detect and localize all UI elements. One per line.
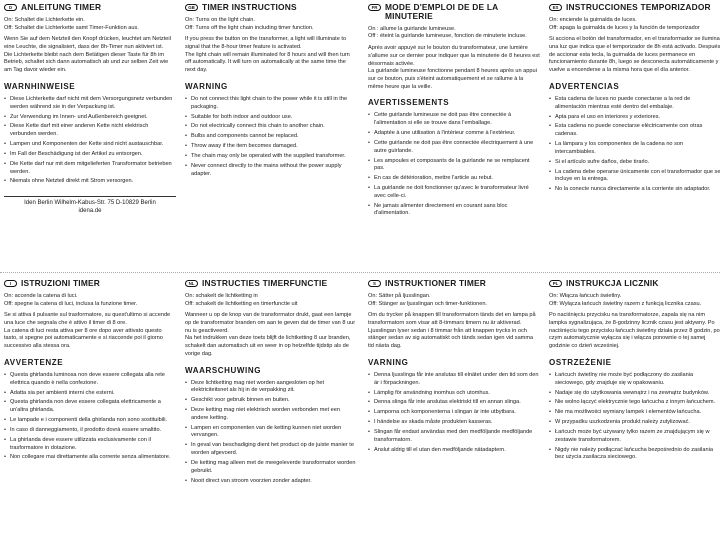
warning-item: • W przypadku uszkodzenia produkt należy zutylizować. <box>549 419 720 427</box>
column-fr <box>368 3 540 220</box>
warning-item: • Si el artículo sufre daños, debe tirarlo. <box>549 159 720 167</box>
column-pl <box>549 279 720 464</box>
instruction-paragraph: If you press the button on the transformer, a light will illuminate to signal that the 8-hour timer feature is activated. The light chain will remain illuminated for 8 hours and will then turn off automatically. It will turn on automatically at the same time the next day. <box>185 36 350 74</box>
warning-list <box>368 112 540 218</box>
instruction-paragraph: On: schakelt de lichtketting in Off: schakelt de lichtketting en timerfunctie uit <box>185 292 298 307</box>
warning-item: • Suitable for both indoor and outdoor use. <box>185 114 357 122</box>
section-header <box>368 279 540 288</box>
warning-item: • Slingan får endast användas med den medföljande medföljande transformatorn. <box>368 429 540 444</box>
section-title: INSTRUKCJA LICZNIK <box>566 278 659 288</box>
column-it <box>4 279 176 464</box>
section-title: ISTRUZIONI TIMER <box>21 278 101 288</box>
language-badge: I <box>4 280 17 287</box>
language-badge: D <box>4 4 17 11</box>
warning-item: • Lämplig för användning inomhus och utomhus. <box>368 390 540 398</box>
warning-heading: OSTRZEŻENIE <box>549 357 612 367</box>
warning-list <box>4 96 176 186</box>
section-header <box>4 3 176 12</box>
instruction-paragraph: On : allume la guirlande lumineuse. Off : éteint la guirlande lumineuse, fonction de minuterie incluse. <box>368 25 527 40</box>
warning-item: • Zur Verwendung im Innen- und Außenbereich geeignet. <box>4 114 176 122</box>
warning-item: • Diese Kette darf mit einer anderen Kette nicht elektrisch verbunden werden. <box>4 123 176 138</box>
warning-item: • Deze ketting mag niet elektrisch worden verbonden met een andere ketting. <box>185 407 357 422</box>
warning-item: • I händelse av skada måste produkten kasseras. <box>368 419 540 427</box>
instruction-paragraph: Wenn Sie auf dem Netzteil den Knopf drücken, leuchtet am Netzteil eine Leuchte, die signalisiert, dass der 8h-Timer nun aktiviert ist. Die Lichterkette bleibt nach dem Betätigen dieser Taste für 8h im Betrieb, schaltet sich dann automatisch ab und zur selben Zeit wie am Tag davor wieder ein. <box>4 36 171 74</box>
warning-item: • Nigdy nie należy podłączać łańcucha bezpośrednio do zasilania bez użycia zasilacza sieciowego. <box>549 447 720 462</box>
section-header <box>549 279 720 288</box>
language-badge: GB <box>185 4 198 11</box>
section-title: TIMER INSTRUCTIONS <box>202 2 297 12</box>
warning-item: • Adaptée à une utilisation à l'intérieur comme à l'extérieur. <box>368 130 540 138</box>
warning-item: • In caso di danneggiamento, il prodotto dovrà essere smaltito. <box>4 427 176 435</box>
warning-item: • Les ampoules et composants de la guirlande ne se remplacent pas. <box>368 158 540 173</box>
company-address: Iden Berlin Wilhelm-Kabus-Str. 75 D-10829 Berlin idena.de <box>4 196 176 216</box>
instruction-paragraph: Se si attiva il pulsante sul trasformatore, su quest'ultimo si accende una luce che segnala che è attivo il timer di 8 ore. La catena di luci resta attiva per 8 ore dopo aver attivato questo tasto, si spegne poi automaticamente e si riaccende poi il giorno successivo alla stessa ora. <box>4 312 171 350</box>
warning-item: • No la conecte nunca directamente a la corriente sin adaptador. <box>549 186 720 194</box>
fold-divider <box>0 272 720 273</box>
warning-item: • The chain may only be operated with the supplied transformer. <box>185 153 357 161</box>
section-title: INSTRUKTIONER TIMER <box>385 278 487 288</box>
section-title: MODE D'EMPLOI DE DE LA MINUTERIE <box>385 2 499 21</box>
instruction-paragraph: On: enciende la guirnalda de luces. Off: apaga la guirnalda de luces y la función de temporizador <box>549 16 700 31</box>
warning-item: • Esta cadena no puede conectarse eléctricamente con otras cadenas. <box>549 123 720 138</box>
warning-item: • Deze lichtketting mag niet worden aangesloten op het elektriciteitsnet als hij in de verpakking zit. <box>185 380 357 395</box>
language-badge: S <box>368 280 381 287</box>
warning-item: • Cette guirlande lumineuse ne doit pas être connectée à l'alimentation si elle se trouve dans l'emballage. <box>368 112 540 127</box>
instruction-paragraph: On: Schaltet die Lichterkette ein. Off: Schaltet die Lichterkette samt Timer-Funktion aus. <box>4 16 139 31</box>
warning-heading: WAARSCHUWING <box>185 365 262 375</box>
column-es <box>549 3 720 196</box>
instruction-paragraph: Après avoir appuyé sur le bouton du transformateur, une lumière s'allume sur ce dernier pour indiquer que la minuterie de 8 heures est désormais activée. La guirlande lumineuse fonctionne pendant 8 heures après un appui sur ce bouton, puis s'éteint automatiquement et se rallume à la même heure que la veille. <box>368 45 540 90</box>
warning-list <box>185 380 357 486</box>
warning-item: • Denna ljusslinga får inte anslutas till elnätet under den tid som den är i förpackningen. <box>368 372 540 387</box>
warning-item: • Die Kette darf nur mit dem mitgelieferten Transformator betrieben werden. <box>4 161 176 176</box>
language-badge: PL <box>549 280 562 287</box>
warning-heading: AVERTISSEMENTS <box>368 98 450 108</box>
warning-item: • De ketting mag alleen met de meegeleverde transformator worden gebruikt. <box>185 460 357 475</box>
instruction-paragraph: Si acciona el botón del transformador, en el transformador se ilumina una luz que indica que el temporizador de 8h está activado. Después de accionar esta tecla, la guirnalda de luces permanece en funcionamiento durante 8h, luego se desconecta automáticamente y vuelve a encenderse a la misma hora que el día anterior. <box>549 36 720 74</box>
warning-list <box>368 372 540 455</box>
warning-item: • Geschikt voor gebruik binnen en buiten. <box>185 397 357 405</box>
warning-heading: WARNHINWEISE <box>4 81 76 91</box>
section-title: ANLEITUNG TIMER <box>21 2 102 12</box>
section-title: INSTRUCCIONES TEMPORIZADOR <box>566 2 711 12</box>
instruction-paragraph: On: Sätter på ljusslingan. Off: Stänger av ljusslingan och timer-funktionen. <box>368 292 487 307</box>
instruction-paragraph: Wanneer u op de knop van de transformator drukt, gaat een lampje op de transformator branden om aan te geven dat de timer van 8 uur nu is geactiveerd. Na het indrukken van deze toets blijft de lichtketting 8 uur branden, schakelt dan automatisch uit en weer in op hetzelfde tijdstip als de vorige dag. <box>185 312 356 357</box>
warning-item: • La cadena debe operarse únicamente con el transformador que se incluye en la entrega. <box>549 169 720 184</box>
warning-item: • Denna slinga får inte anslutas elektriskt till en annan slinga. <box>368 399 540 407</box>
warning-item: • Lamporna och komponenterna i slingan är inte utbytbara. <box>368 409 540 417</box>
section-header <box>549 3 720 12</box>
warning-list <box>4 372 176 462</box>
warning-item: • Bulbs and components cannot be replaced. <box>185 133 357 141</box>
warning-item: • Never connect directly to the mains without the power supply adapter. <box>185 163 357 178</box>
warning-item: • Do not electrically connect this chain to another chain. <box>185 123 357 131</box>
warning-item: • Lampen und Komponenten der Kette sind nicht austauschbar. <box>4 141 176 149</box>
instruction-paragraph: On: Turns on the light chain. Off: Turns off the light chain including timer function. <box>185 16 314 31</box>
warning-heading: ADVERTENCIAS <box>549 81 620 91</box>
warning-item: • Nadaje się do użytkowania wewnątrz i na zewnątrz budynków. <box>549 390 720 398</box>
warning-item: • Nie wolno łączyć elektrycznie tego łańcucha z innym łańcuchem. <box>549 399 720 407</box>
warning-item: • Questa ghirlanda luminosa non deve essere collegata alla rete elettrica quando è nella confezione. <box>4 372 176 387</box>
warning-heading: VARNING <box>368 357 409 367</box>
warning-item: • Non collegare mai direttamente alla corrente senza alimentatore. <box>4 454 176 462</box>
warning-item: • Anslut aldrig till el utan den medföljande nätadaptern. <box>368 447 540 455</box>
warning-item: • Adatta sia per ambienti interni che esterni. <box>4 390 176 398</box>
section-title: INSTRUCTIES TIMERFUNCTIE <box>202 278 328 288</box>
instruction-paragraph: On: Włącza łańcuch świetlny. Off: Wyłącza łańcuch świetlny razem z funkcją licznika czasu. <box>549 292 702 307</box>
warning-heading: WARNING <box>185 81 228 91</box>
instruction-paragraph: Po naciśnięciu przycisku na transformatorze, zapala się na nim lampka sygnalizująca, że 8-godzinny licznik czasu jest aktywny. Po naciśnięciu tego przycisku łańcuch świetlny działa przez 8 godzin, po czym automatycznie wyłącza się i włącza ponownie o tej samej godzinie co dzień wcześniej. <box>549 312 720 350</box>
warning-item: • Do not connect this light chain to the power while it is still in the packaging. <box>185 96 357 111</box>
warning-item: • Łańcuch świetlny nie może być podłączony do zasilania sieciowego, gdy znajduje się w opakowaniu. <box>549 372 720 387</box>
warning-item: • La lámpara y los componentes de la cadena no son intercambiables. <box>549 141 720 156</box>
warning-list <box>185 96 357 179</box>
language-badge: NL <box>185 280 198 287</box>
section-header <box>4 279 176 288</box>
column-nl <box>185 279 357 488</box>
warning-item: • Questa ghirlanda non deve essere collegata elettricamente a un'altra ghirlanda. <box>4 399 176 414</box>
warning-item: • Łańcuch może być używany tylko razem ze znajdującym się w zestawie transformatorem. <box>549 429 720 444</box>
warning-item: • Le lampade e i componenti della ghirlanda non sono sostituibili. <box>4 417 176 425</box>
column-de <box>4 3 176 216</box>
warning-item: • Niemals ohne Netzteil direkt mit Strom versorgen. <box>4 178 176 186</box>
warning-item: • Nie ma możliwości wymiany lampek i elementów łańcucha. <box>549 409 720 417</box>
warning-list <box>549 96 720 194</box>
warning-item: • Ne jamais alimenter directement en courant sans bloc d'alimentation. <box>368 203 540 218</box>
warning-list <box>549 372 720 462</box>
warning-item: • En cas de détérioration, mettre l'article au rebut. <box>368 175 540 183</box>
language-badge: FR <box>368 4 381 11</box>
warning-item: • Lampen en componenten van de ketting kunnen niet worden vervangen. <box>185 425 357 440</box>
warning-item: • Throw away if the item becomes damaged. <box>185 143 357 151</box>
column-gb <box>185 3 357 181</box>
warning-heading: AVVERTENZE <box>4 357 64 367</box>
warning-item: • Esta cadena de luces no puede conectarse a la red de alimentación mientras esté dentro del embalaje. <box>549 96 720 111</box>
language-badge: ES <box>549 4 562 11</box>
warning-item: • In geval van beschadiging dient het product op de juiste manier te worden afgevoerd. <box>185 442 357 457</box>
instruction-paragraph: On: accende la catena di luci. Off: spegne la catena di luci, inclusa la funzione timer. <box>4 292 138 307</box>
instruction-paragraph: Om du trycker på knappen till transformatorn tänds det en lampa på transformatorn som visar att 8-timmars timern nu är aktiverad. Ljusslingan lyser sedan i 8 timmar från att knappen trycks in och stänger sedan av sig automatiskt och tänds sedan igen vid samma tid nästa dag. <box>368 312 536 350</box>
section-header <box>185 3 357 12</box>
warning-item: • Im Fall der Beschädigung ist der Artikel zu entsorgen. <box>4 151 176 159</box>
warning-item: • La ghirlanda deve essere utilizzata esclusivamente con il trasformatore in dotazione. <box>4 437 176 452</box>
warning-item: • Nooit direct van stroom voorzien zonder adapter. <box>185 478 357 486</box>
warning-item: • Apta para el uso en interiores y exteriores. <box>549 114 720 122</box>
warning-item: • La guirlande ne doit fonctionner qu'avec le transformateur livré avec celle-ci. <box>368 185 540 200</box>
section-header <box>185 279 357 288</box>
warning-item: • Diese Lichterkette darf nicht mit dem Versorgungsnetz verbunden werden während sie in der Verpackung ist. <box>4 96 176 111</box>
column-se <box>368 279 540 457</box>
section-header <box>368 3 540 21</box>
warning-item: • Cette guirlande ne doit pas être connectée électriquement à une autre guirlande. <box>368 140 540 155</box>
